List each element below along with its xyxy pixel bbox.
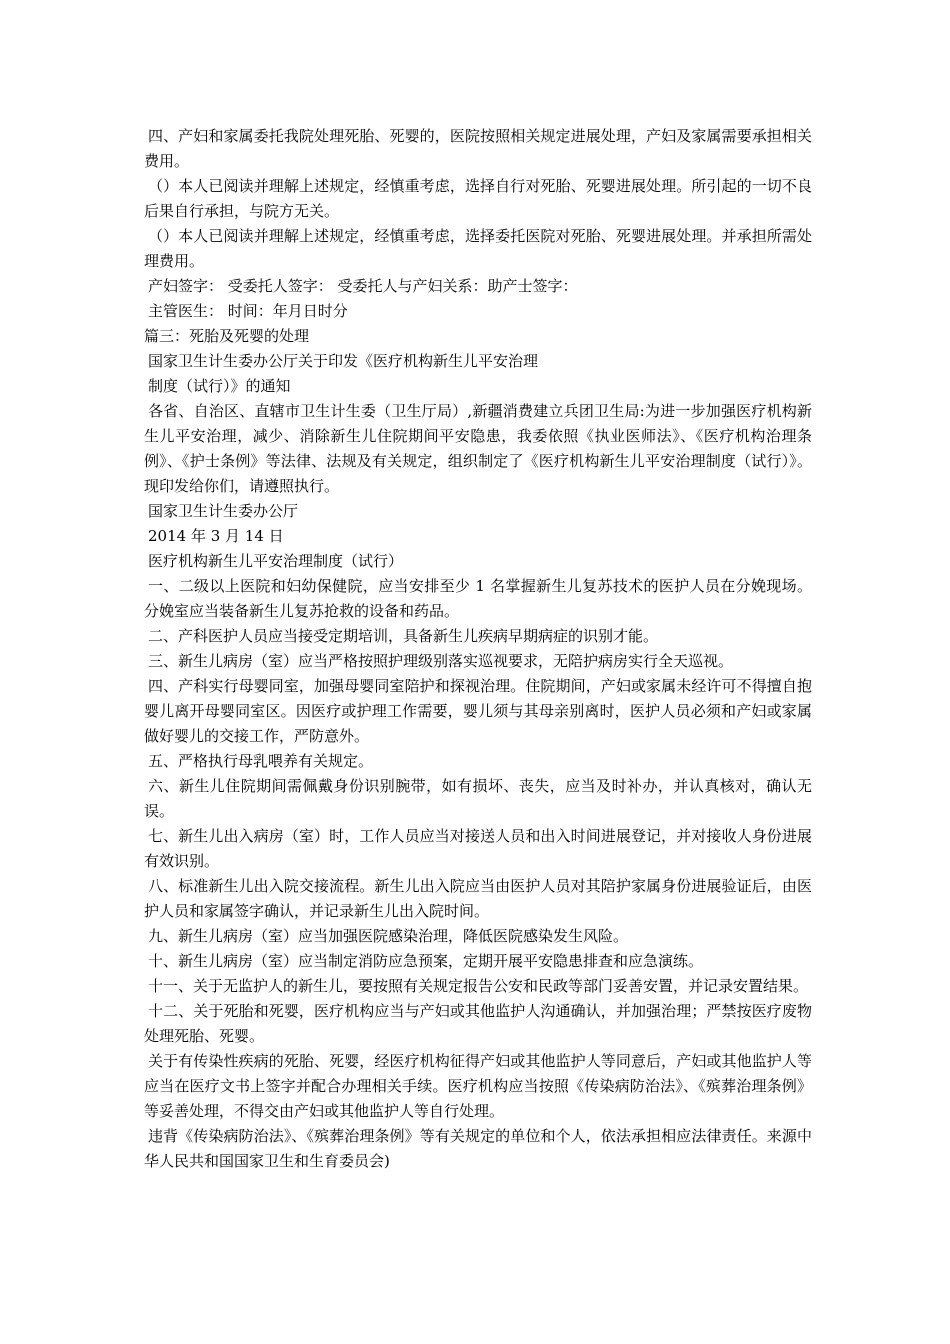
paragraph: 违背《传染病防治法》、《殡葬治理条例》等有关规定的单位和个人，依法承担相应法律责任。来源中华人民共和国国家卫生和生育委员会): [144, 1127, 812, 1170]
paragraph: 四、产科实行母婴同室，加强母婴同室陪护和探视治理。住院期间，产妇或家属未经许可不得擅自抱婴儿离开母婴同室区。因医疗或护理工作需要，婴儿须与其母亲别离时，医护人员必须和产妇或家属做好婴儿的交接工作，严防意外。: [144, 677, 812, 745]
regulation-title: 医疗机构新生儿平安治理制度（试行）: [148, 552, 404, 570]
issuer: 国家卫生计生委办公厅: [148, 502, 299, 520]
paragraph: 一、二级以上医院和妇幼保健院，应当安排至少 1 名掌握新生儿复苏技术的医护人员在分娩现场。分娩室应当装备新生儿复苏抢救的设备和药品。: [144, 577, 812, 620]
paragraph: 九、新生儿病房（室）应当加强医院感染治理，降低医院感染发生风险。: [148, 927, 629, 945]
paragraph: 关于有传染性疾病的死胎、死婴，经医疗机构征得产妇或其他监护人等同意后，产妇或其他监护人等应当在医疗文书上签字并配合办理相关手续。医疗机构应当按照《传染病防治法》、《殡葬治理条例》等妥善处理，不得交由产妇或其他监护人等自行处理。: [144, 1052, 812, 1120]
paragraph: 十、新生儿病房（室）应当制定消防应急预案，定期开展平安隐患排查和应急演练。: [148, 952, 704, 970]
paragraph: 四、产妇和家属委托我院处理死胎、死婴的，医院按照相关规定进展处理，产妇及家属需要承担相关费用。: [144, 127, 812, 170]
paragraph: （）本人已阅读并理解上述规定，经慎重考虑，选择自行对死胎、死婴进展处理。所引起的一切不良后果自行承担，与院方无关。: [144, 177, 812, 220]
paragraph: 各省、自治区、直辖市卫生计生委（卫生厅局）,新疆消费建立兵团卫生局:为进一步加强医疗机构新生儿平安治理，减少、消除新生儿住院期间平安隐患，我委依照《执业医师法》、《医疗机构治理条例》、《护士条例》等法律、法规及有关规定，组织制定了《医疗机构新生儿平安治理制度（试行）》。现印发给你们，请遵照执行。: [144, 402, 812, 495]
section-heading: 篇三：死胎及死婴的处理: [144, 327, 310, 345]
document-body: [144, 124, 812, 1174]
paragraph: 七、新生儿出入病房（室）时，工作人员应当对接送人员和出入时间进展登记，并对接收人身份进展有效识别。: [144, 827, 812, 870]
notice-title-line-1: 国家卫生计生委办公厅关于印发《医疗机构新生儿平安治理: [148, 352, 539, 370]
paragraph: 五、严格执行母乳喂养有关规定。: [148, 752, 374, 770]
doctor-time-line: 主管医生： 时间：年月日时分: [148, 302, 348, 320]
paragraph: 八、标准新生儿出入院交接流程。新生儿出入院应当由医护人员对其陪护家属身份进展验证后，由医护人员和家属签字确认，并记录新生儿出入院时间。: [144, 877, 812, 920]
notice-title-line-2: 制度（试行）》的通知: [148, 377, 291, 395]
paragraph: 二、产科医护人员应当接受定期培训，具备新生儿疾病早期病症的识别才能。: [148, 627, 659, 645]
paragraph: 六、新生儿住院期间需佩戴身份识别腕带，如有损坏、丧失，应当及时补办，并认真核对，确认无误。: [144, 777, 812, 820]
paragraph: 十一、关于无监护人的新生儿，要按照有关规定报告公安和民政等部门妥善安置，并记录安置结果。: [148, 977, 809, 995]
issue-date: 2014 年 3 月 14 日: [148, 527, 284, 545]
signature-line: 产妇签字： 受委托人签字： 受委托人与产妇关系：助产士签字：: [148, 277, 578, 295]
paragraph: 三、新生儿病房（室）应当严格按照护理级别落实巡视要求，无陪护病房实行全天巡视。: [148, 652, 734, 670]
paragraph: 十二、关于死胎和死婴，医疗机构应当与产妇或其他监护人沟通确认，并加强治理；严禁按医疗废物处理死胎、死婴。: [144, 1002, 812, 1045]
paragraph: （）本人已阅读并理解上述规定，经慎重考虑，选择委托医院对死胎、死婴进展处理。并承担所需处理费用。: [144, 227, 812, 270]
